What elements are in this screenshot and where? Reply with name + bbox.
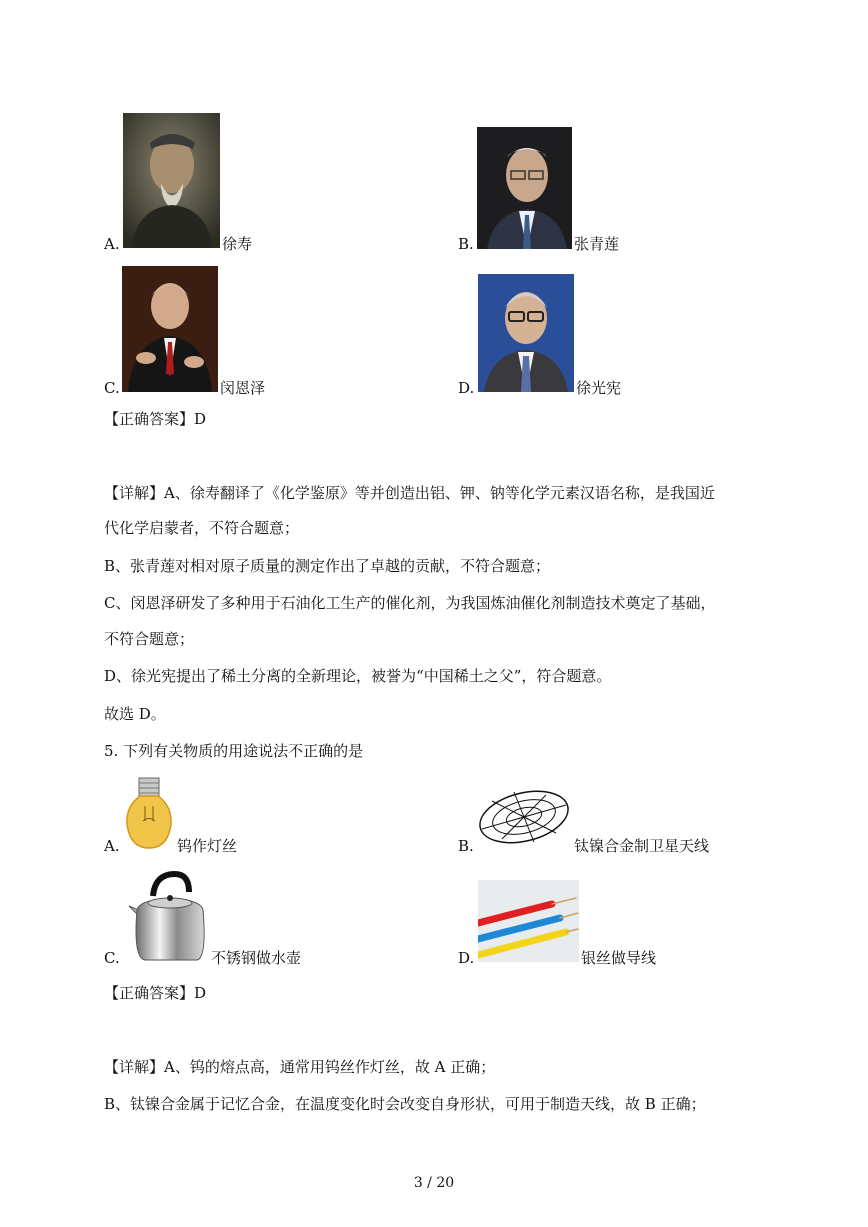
portrait-xu-guangxian xyxy=(478,274,574,392)
explanation-line: 不符合题意； xyxy=(104,630,195,648)
option-letter: B. xyxy=(458,837,474,855)
option-letter: C. xyxy=(104,949,120,967)
explanation-line: B、张青莲对相对原子质量的测定作出了卓越的贡献，不符合题意； xyxy=(104,557,551,575)
option-text: 银丝做导线 xyxy=(581,949,657,967)
option-letter: C. xyxy=(104,379,120,397)
explanation-line: B、钛镍合金属于记忆合金，在温度变化时会改变自身形状，可用于制造天线，故 B 正确； xyxy=(104,1095,706,1113)
option-letter: D. xyxy=(458,949,475,967)
explanation-line: C、闵恩泽研发了多种用于石油化工生产的催化剂，为我国炼油催化剂制造技术奠定了基础， xyxy=(104,594,716,612)
explanation-line: 【详解】A、钨的熔点高，通常用钨丝作灯丝，故 A 正确； xyxy=(104,1058,496,1076)
option-letter: D. xyxy=(458,379,475,397)
explanation-line: 代化学启蒙者，不符合题意； xyxy=(104,519,300,537)
question-stem: 5. 下列有关物质的用途说法不正确的是 xyxy=(104,742,364,760)
option-text: 不锈钢做水壶 xyxy=(211,949,302,967)
option-letter: A. xyxy=(104,235,120,253)
portrait-xu-shou xyxy=(123,113,220,248)
option-text: 钛镍合金制卫星天线 xyxy=(574,837,710,855)
option-name: 徐寿 xyxy=(222,235,253,253)
light-bulb-image xyxy=(124,776,174,850)
wires-image xyxy=(478,880,579,962)
option-name: 张青莲 xyxy=(574,235,620,253)
explanation-line: 【详解】A、徐寿翻译了《化学鉴原》等并创造出铝、钾、钠等化学元素汉语名称，是我国近 xyxy=(104,484,715,502)
explanation-line: 故选 D。 xyxy=(104,705,166,723)
explanation-line: D、徐光宪提出了稀土分离的全新理论，被誉为“中国稀土之父”，符合题意。 xyxy=(104,667,612,685)
option-name: 徐光宪 xyxy=(576,379,622,397)
page-number: 3 / 20 xyxy=(413,1175,455,1191)
correct-answer: 【正确答案】D xyxy=(104,410,207,428)
option-text: 钨作灯丝 xyxy=(177,837,238,855)
portrait-min-enze xyxy=(122,266,218,392)
portrait-zhang-qinglian xyxy=(477,127,572,249)
correct-answer: 【正确答案】D xyxy=(104,984,207,1002)
kettle-image xyxy=(123,870,209,962)
option-letter: B. xyxy=(458,235,474,253)
satellite-antenna-image xyxy=(476,787,572,849)
option-letter: A. xyxy=(104,837,120,855)
option-name: 闵恩泽 xyxy=(220,379,266,397)
